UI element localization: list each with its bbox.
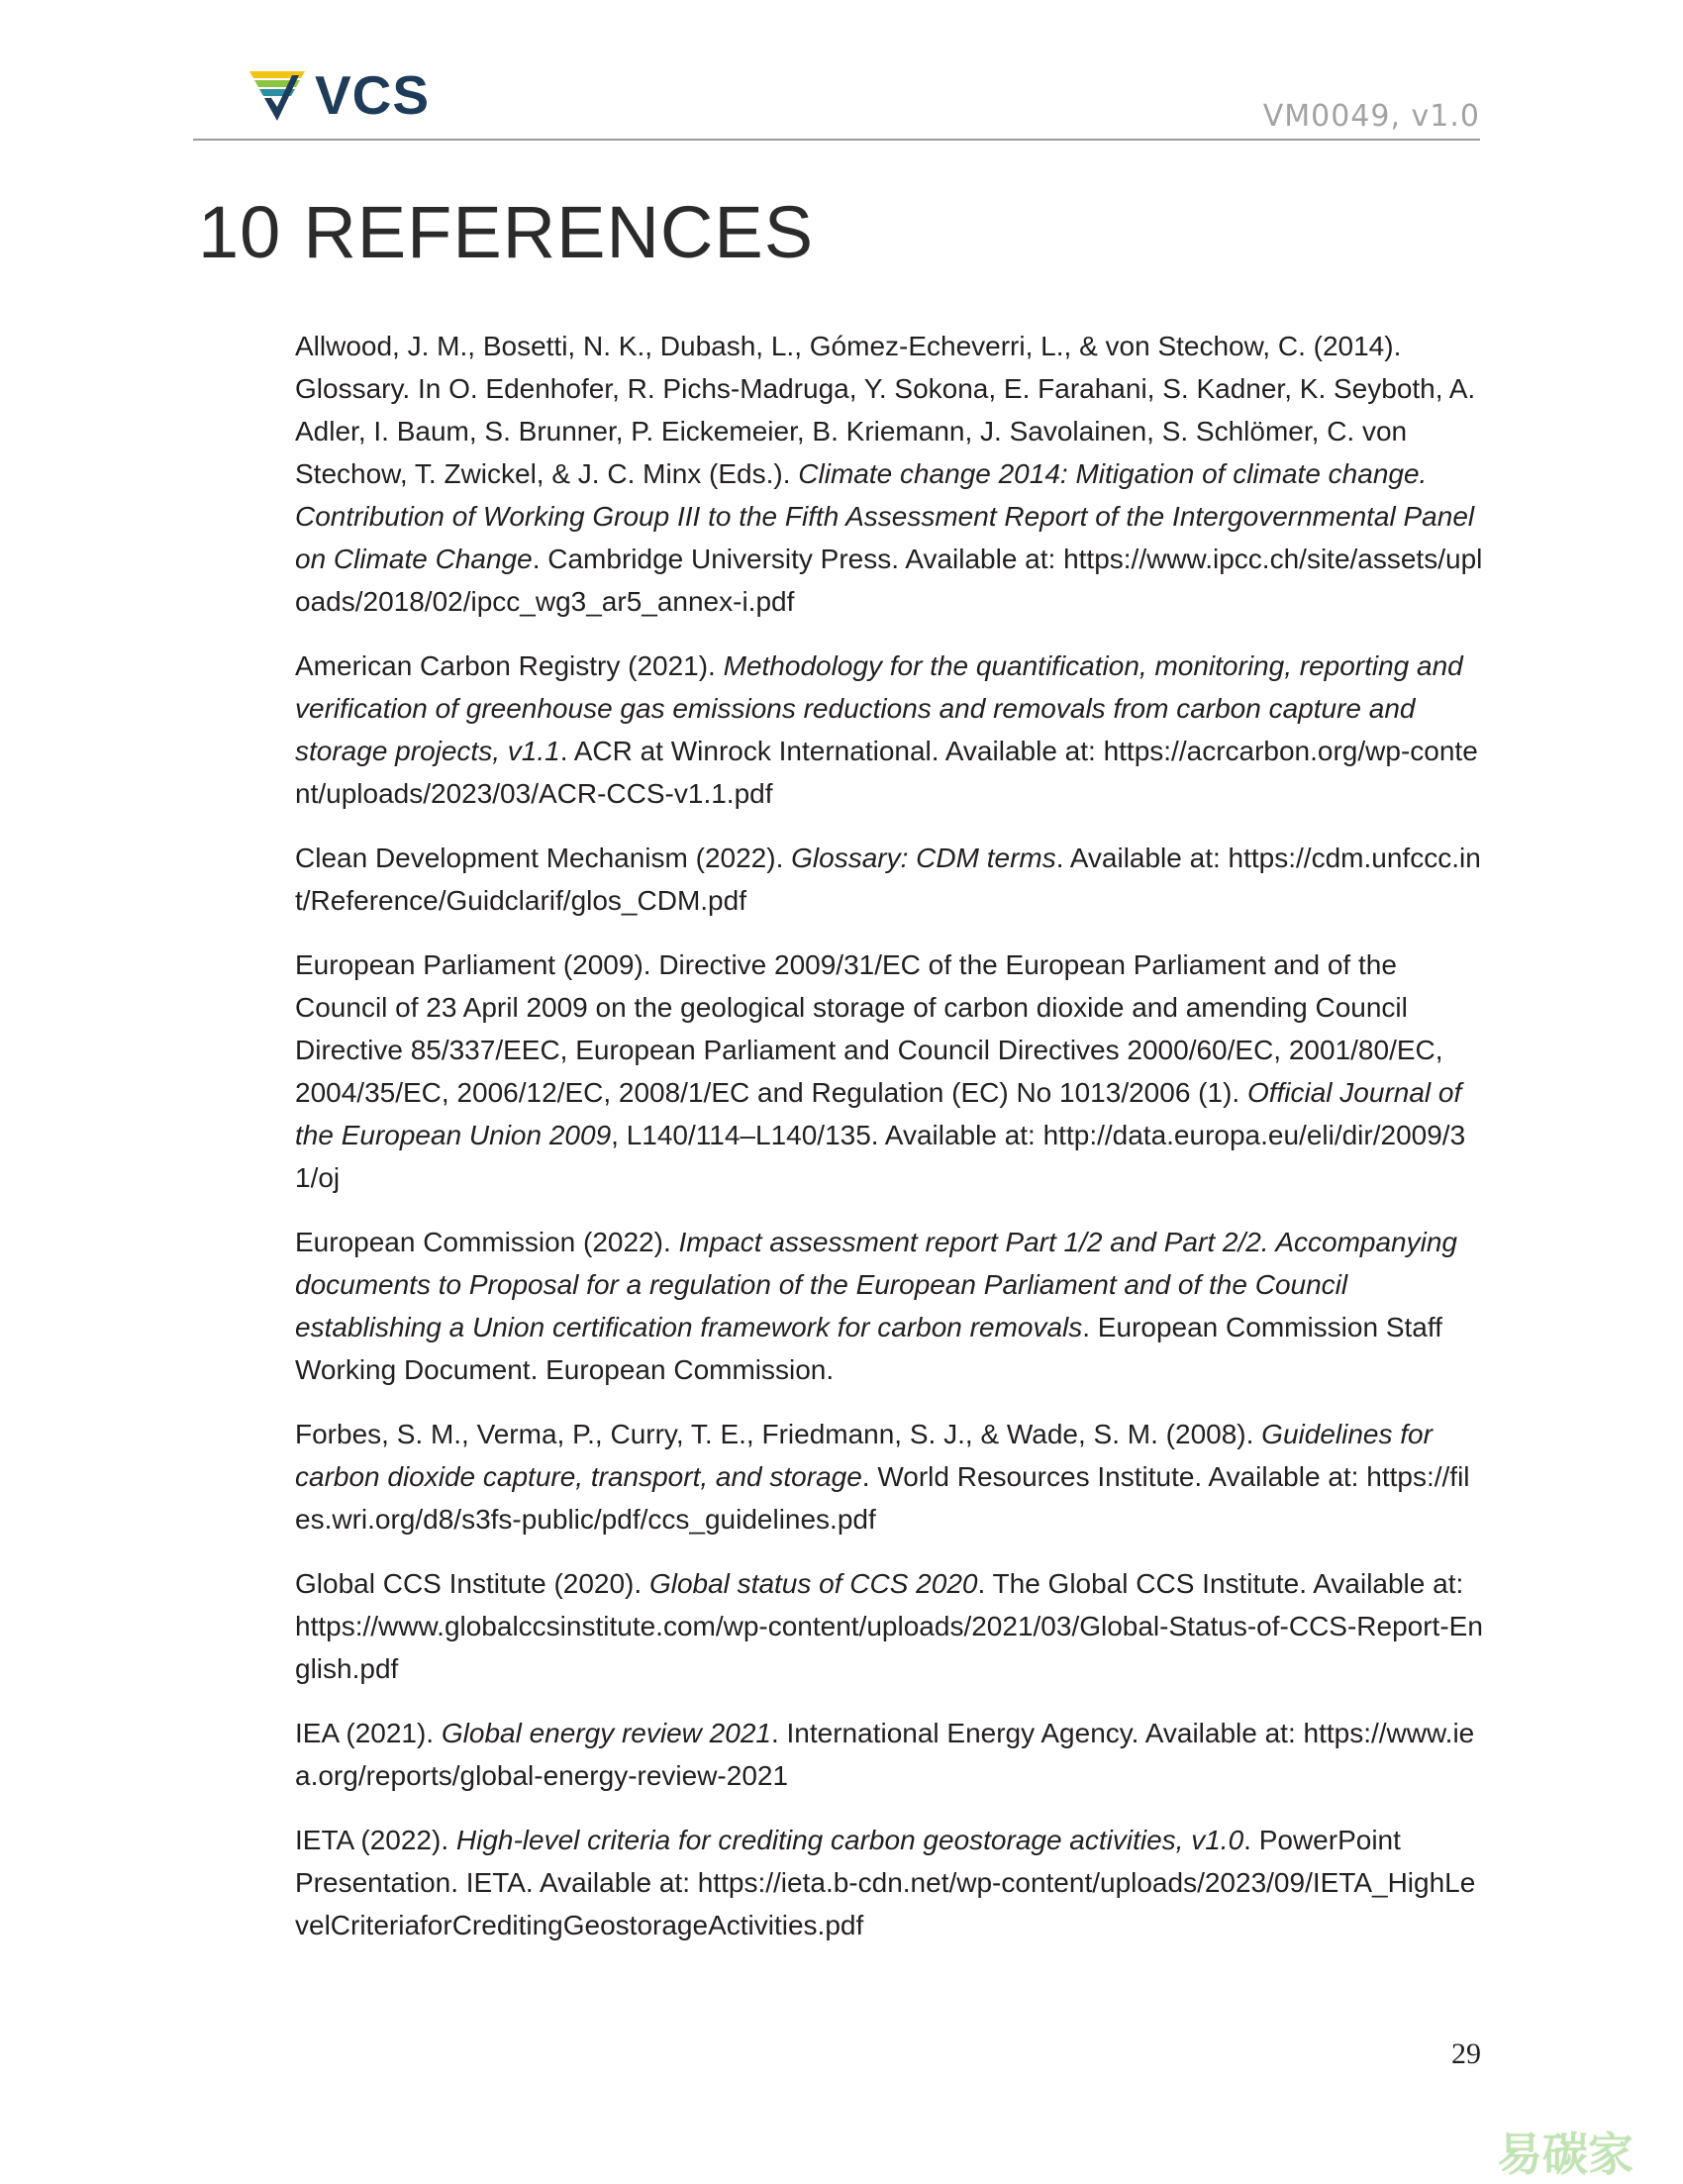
reference-title: High-level criteria for crediting carbon geostorage activities, v1.0	[455, 1825, 1244, 1855]
section-title: REFERENCES	[303, 191, 815, 273]
reference-url[interactable]: https://www.ipcc.ch/site/assets/uploads/2018/02/ipcc_wg3_ar5_annex-i.pdf	[295, 544, 1483, 617]
reference-entry	[295, 1413, 1483, 1540]
reference-source: . PowerPoint Presentation. IETA. Available at:	[295, 1825, 1401, 1898]
reference-source: . ACR at Winrock International. Available at:	[559, 736, 1104, 766]
reference-source: . International Energy Agency. Available at:	[770, 1718, 1304, 1748]
reference-url[interactable]: https://www.globalccsinstitute.com/wp-content/uploads/2021/03/Global-Status-of-CCS-Report-English.pdf	[295, 1611, 1483, 1684]
reference-entry	[295, 325, 1483, 623]
vcs-check-icon	[248, 67, 307, 123]
reference-entry	[295, 1562, 1483, 1690]
reference-entry	[295, 837, 1483, 922]
header-divider	[193, 139, 1480, 141]
reference-list	[295, 325, 1483, 1968]
reference-source: . The Global CCS Institute. Available at:	[977, 1568, 1464, 1599]
reference-authors: IEA (2021).	[295, 1718, 442, 1748]
reference-authors: Allwood, J. M., Bosetti, N. K., Dubash, L., Gómez-Echeverri, L., & von Stechow, C. (2014). Glossary. In O. Edenhofer, R. Pichs-Madruga, Y. Sokona, E. Farahani, S. Kadner, K. Seyboth, A. Adler, I. Baum, S. Brunner, P. Eickemeier, B. Kriemann, J. Savolainen, S. Schlömer, C. von Stechow, T. Zwickel, & J. C. Minx (Eds.).	[295, 331, 1476, 489]
page-number: 29	[1451, 2037, 1481, 2070]
reference-authors: European Parliament (2009). Directive 2009/31/EC of the European Parliament and of the Council of 23 April 2009 on the geological storage of carbon dioxide and amending Council Directive 85/337/EEC, European Parliament and Council Directives 2000/60/EC, 2001/80/EC, 2004/35/EC, 2006/12/EC, 2008/1/EC and Regulation (EC) No 1013/2006 (1).	[295, 949, 1443, 1108]
reference-url[interactable]: https://acrcarbon.org/wp-content/uploads/2023/03/ACR-CCS-v1.1.pdf	[295, 736, 1478, 809]
reference-source: . Cambridge University Press. Available at:	[532, 544, 1064, 574]
reference-title: Methodology for the quantification, monitoring, reporting and verification of greenhouse gas emissions reductions and removals from carbon capture and storage projects, v1.1	[295, 650, 1463, 766]
reference-title: Climate change 2014: Mitigation of climate change. Contribution of Working Group III to the Fifth Assessment Report of the Intergovernmental Panel on Climate Change	[295, 458, 1475, 574]
reference-entry	[295, 1712, 1483, 1797]
watermark: 易碳家	[1497, 2128, 1634, 2181]
document-id: VM0049, v1.0	[1262, 99, 1480, 134]
reference-title: Official Journal of the European Union 2009	[295, 1077, 1462, 1150]
reference-url[interactable]: https://files.wri.org/d8/s3fs-public/pdf/ccs_guidelines.pdf	[295, 1461, 1470, 1535]
reference-url[interactable]: http://data.europa.eu/eli/dir/2009/31/oj	[295, 1120, 1466, 1193]
reference-entry	[295, 1819, 1483, 1946]
reference-source: . World Resources Institute. Available at:	[861, 1461, 1367, 1492]
reference-authors: Clean Development Mechanism (2022).	[295, 843, 792, 873]
reference-title: Global energy review 2021	[441, 1718, 771, 1748]
section-heading	[198, 191, 815, 273]
reference-url[interactable]: https://ieta.b-cdn.net/wp-content/uploads/2023/09/IETA_HighLevelCriteriaforCreditingGeostorageActivities.pdf	[295, 1867, 1476, 1940]
section-number: 10	[198, 191, 282, 273]
reference-entry	[295, 1221, 1483, 1391]
reference-url[interactable]: https://www.iea.org/reports/global-energy-review-2021	[295, 1718, 1475, 1791]
reference-title: Glossary: CDM terms	[791, 843, 1056, 873]
reference-entry	[295, 645, 1483, 815]
reference-authors: Global CCS Institute (2020).	[295, 1568, 649, 1599]
reference-source: , L140/114–L140/135. Available at:	[611, 1120, 1043, 1150]
reference-authors: IETA (2022).	[295, 1825, 456, 1855]
vcs-logo	[248, 63, 431, 126]
reference-authors: Forbes, S. M., Verma, P., Curry, T. E., Friedmann, S. J., & Wade, S. M. (2008).	[295, 1419, 1262, 1449]
reference-title: Global status of CCS 2020	[648, 1568, 978, 1599]
logo-text: VCS	[315, 63, 431, 126]
page-header	[193, 59, 1480, 141]
reference-authors: European Commission (2022).	[295, 1227, 679, 1257]
reference-source: . Available at:	[1055, 843, 1229, 873]
reference-entry	[295, 943, 1483, 1199]
reference-source: . European Commission Staff Working Document. European Commission.	[295, 1312, 1442, 1385]
reference-title: Impact assessment report Part 1/2 and Part 2/2. Accompanying documents to Proposal for a regulation of the European Parliament and of the Council establishing a Union certification framework for carbon removals	[295, 1227, 1457, 1342]
reference-url[interactable]: https://cdm.unfccc.int/Reference/Guidclarif/glos_CDM.pdf	[295, 843, 1481, 916]
reference-authors: American Carbon Registry (2021).	[295, 650, 724, 681]
reference-title: Guidelines for carbon dioxide capture, transport, and storage	[295, 1419, 1433, 1492]
